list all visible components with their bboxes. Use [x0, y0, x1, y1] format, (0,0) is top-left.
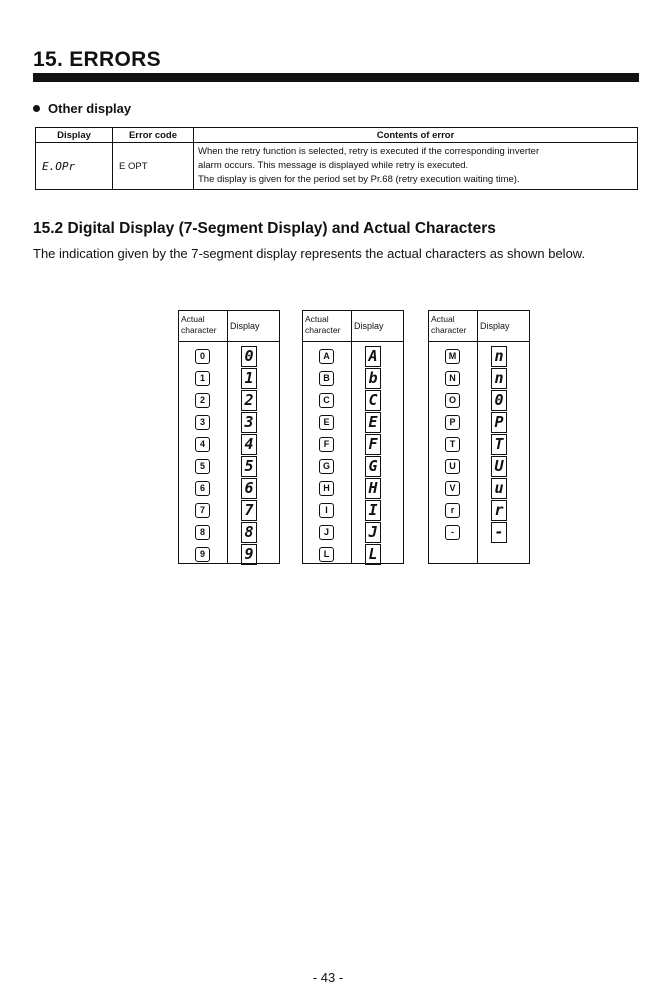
- seven-segment-display: n: [491, 368, 507, 389]
- actual-character-key: 1: [195, 371, 210, 386]
- char-row: [179, 367, 279, 389]
- actual-character-key: T: [445, 437, 460, 452]
- char-row: [179, 345, 279, 367]
- header-actual-character: Actual character: [431, 314, 467, 335]
- seven-segment-display: -: [491, 522, 507, 543]
- char-row: [179, 543, 279, 565]
- actual-character-key: 8: [195, 525, 210, 540]
- title-rule: [33, 73, 639, 82]
- char-row: [179, 411, 279, 433]
- seven-segment-display: G: [365, 456, 381, 477]
- seven-segment-display: F: [365, 434, 381, 455]
- char-table: [302, 310, 404, 564]
- header-display: Display: [480, 321, 510, 331]
- actual-character-key: L: [319, 547, 334, 562]
- char-row: [303, 389, 403, 411]
- char-row: [429, 499, 529, 521]
- contents-line: When the retry function is selected, retry is executed if the corresponding inverter: [198, 146, 540, 157]
- seven-segment-display: b: [365, 368, 381, 389]
- actual-character-key: 9: [195, 547, 210, 562]
- section-title: 15.2 Digital Display (7-Segment Display) and Actual Characters: [33, 220, 496, 237]
- page-title: 15. ERRORS: [33, 48, 161, 71]
- error-table: [35, 127, 638, 190]
- actual-character-key: U: [445, 459, 460, 474]
- actual-character-key: G: [319, 459, 334, 474]
- other-display-heading: [33, 101, 131, 116]
- char-table-header: [179, 311, 279, 342]
- seven-segment-display: E: [365, 412, 381, 433]
- char-row: [429, 521, 529, 543]
- cell-display: E.OPr: [36, 143, 113, 190]
- header-actual-character: Actual character: [305, 314, 341, 335]
- section-intro: The indication given by the 7-segment display represents the actual characters as shown below.: [33, 246, 586, 261]
- actual-character-key: A: [319, 349, 334, 364]
- char-row: [429, 455, 529, 477]
- char-row: [429, 367, 529, 389]
- cell-contents: [194, 143, 638, 190]
- char-row: [303, 543, 403, 565]
- seven-segment-display: n: [491, 346, 507, 367]
- seven-segment-display: U: [491, 456, 507, 477]
- actual-character-key: I: [319, 503, 334, 518]
- error-table-row: [36, 143, 638, 190]
- seven-segment-display: J: [365, 522, 381, 543]
- char-row: [303, 411, 403, 433]
- actual-character-key: 0: [195, 349, 210, 364]
- actual-character-key: 4: [195, 437, 210, 452]
- actual-character-key: 3: [195, 415, 210, 430]
- char-row: [429, 389, 529, 411]
- contents-line: The display is given for the period set by Pr.68 (retry execution waiting time).: [198, 174, 520, 185]
- char-row: [303, 367, 403, 389]
- char-table-header: [303, 311, 403, 342]
- char-row: [303, 455, 403, 477]
- char-row: [429, 433, 529, 455]
- seven-segment-display: 2: [241, 390, 257, 411]
- seven-segment-display: 9: [241, 544, 257, 565]
- seven-segment-display: u: [491, 478, 507, 499]
- header-display: Display: [36, 128, 113, 143]
- actual-character-key: -: [445, 525, 460, 540]
- seven-segment-display: 0: [491, 390, 507, 411]
- actual-character-key: P: [445, 415, 460, 430]
- char-row: [303, 345, 403, 367]
- seven-segment-display: 8: [241, 522, 257, 543]
- actual-character-key: V: [445, 481, 460, 496]
- char-table-header: [429, 311, 529, 342]
- seven-segment-display: 6: [241, 478, 257, 499]
- char-row: [179, 499, 279, 521]
- actual-character-key: H: [319, 481, 334, 496]
- char-row: [179, 477, 279, 499]
- seven-segment-display: 7: [241, 500, 257, 521]
- actual-character-key: B: [319, 371, 334, 386]
- seven-segment-display: 0: [241, 346, 257, 367]
- char-row: [429, 345, 529, 367]
- seven-segment-display: 1: [241, 368, 257, 389]
- actual-character-key: 5: [195, 459, 210, 474]
- header-actual-character: Actual character: [181, 314, 217, 335]
- char-row: [303, 477, 403, 499]
- char-row: [429, 411, 529, 433]
- char-row: [303, 433, 403, 455]
- seven-segment-display: P: [491, 412, 507, 433]
- header-contents: Contents of error: [194, 128, 638, 143]
- char-row: [429, 477, 529, 499]
- char-row: [179, 521, 279, 543]
- seven-segment-display: r: [491, 500, 507, 521]
- page-number: - 43 -: [312, 970, 344, 985]
- char-row: [179, 455, 279, 477]
- char-table: [428, 310, 530, 564]
- actual-character-key: 7: [195, 503, 210, 518]
- header-error-code: Error code: [113, 128, 194, 143]
- actual-character-key: M: [445, 349, 460, 364]
- char-row: [303, 499, 403, 521]
- char-table: [178, 310, 280, 564]
- actual-character-key: J: [319, 525, 334, 540]
- char-row: [303, 521, 403, 543]
- seven-segment-display: H: [365, 478, 381, 499]
- char-row: [179, 433, 279, 455]
- header-display: Display: [354, 321, 384, 331]
- seven-segment-display: 3: [241, 412, 257, 433]
- seven-segment-display: I: [365, 500, 381, 521]
- contents-line: alarm occurs. This message is displayed while retry is executed.: [198, 160, 469, 171]
- actual-character-key: E: [319, 415, 334, 430]
- seven-segment-display: 4: [241, 434, 257, 455]
- actual-character-key: F: [319, 437, 334, 452]
- seven-segment-display: A: [365, 346, 381, 367]
- seven-segment-display: 5: [241, 456, 257, 477]
- actual-character-key: 2: [195, 393, 210, 408]
- seven-segment-display: C: [365, 390, 381, 411]
- actual-character-key: O: [445, 393, 460, 408]
- actual-character-key: C: [319, 393, 334, 408]
- seven-segment-display: T: [491, 434, 507, 455]
- other-display-heading-text: Other display: [48, 101, 132, 116]
- cell-error-code: E OPT: [113, 143, 194, 190]
- error-table-header-row: [36, 128, 638, 143]
- bullet-icon: [33, 105, 40, 112]
- actual-character-key: N: [445, 371, 460, 386]
- seven-segment-display: L: [365, 544, 381, 565]
- char-row: [179, 389, 279, 411]
- header-display: Display: [230, 321, 260, 331]
- actual-character-key: r: [445, 503, 460, 518]
- actual-character-key: 6: [195, 481, 210, 496]
